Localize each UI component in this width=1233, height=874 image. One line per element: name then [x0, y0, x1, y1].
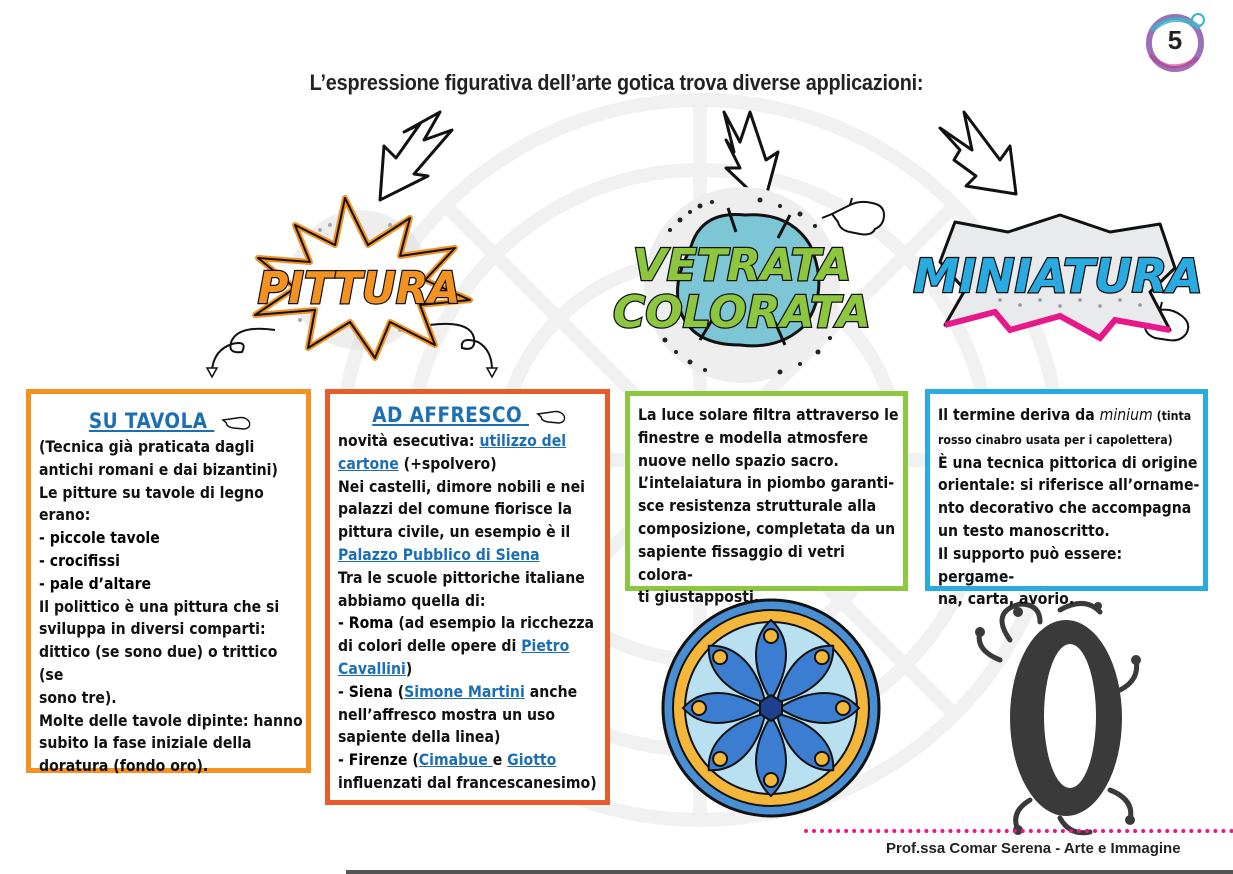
su-tavola-box: [26, 389, 311, 776]
siena-item: - Siena (Simone Martini anche nell’affresco mostra un uso sapiente della linea): [338, 681, 578, 747]
bottom-divider: [346, 870, 1233, 874]
firenze-item: - Firenze (Cimabue e Giotto influenzati dal francescanesimo): [338, 750, 597, 792]
ad-affresco-title: AD AFFRESCO: [338, 402, 602, 428]
pointing-hand-icon: [221, 412, 253, 432]
curly-arrow-right-icon: [430, 324, 492, 370]
footer-dotted-line: [804, 829, 1233, 833]
pointing-hand-icon: [536, 406, 568, 426]
cimabue-link[interactable]: Cimabue: [418, 750, 493, 770]
page-number: 5: [1167, 25, 1183, 55]
arrowhead-left-icon: [207, 368, 217, 377]
novita-paragraph: novità esecutiva: utilizzo del cartone (+spolvero): [338, 431, 567, 473]
giotto-link[interactable]: Giotto: [507, 750, 557, 770]
scuole-paragraph: Tra le scuole pittoriche italiane abbiamo quella di:: [338, 567, 585, 610]
simone-martini-link[interactable]: Simone Martini: [404, 681, 525, 701]
su-tavola-polittico: Il polittico è una pittura che si sviluppa in diversi comparti: dittico (se sono due) o trittico (se sono tre).: [39, 596, 280, 707]
arrowhead-right-icon: [487, 368, 497, 377]
miniatura-box: [925, 389, 1208, 609]
su-tavola-intro: (Tecnica già praticata dagli antichi romani e dai bizantini) Le pitture su tavole di legno erano:: [39, 437, 278, 525]
palazzo-pubblico-link[interactable]: Palazzo Pubblico di Siena: [338, 544, 540, 564]
su-tavola-item: - piccole tavole: [39, 528, 160, 548]
castelli-paragraph: Nei castelli, dimore nobili e nei palazzi del comune fiorisce la pittura civile, un esempio è il: [338, 476, 585, 542]
cartone-link[interactable]: utilizzo del cartone: [338, 431, 567, 473]
pointing-hand-icon: [822, 198, 884, 234]
pietro-cavallini-link[interactable]: Pietro Cavallini: [338, 636, 570, 678]
miniatura-word: MINIATURA: [913, 249, 1203, 303]
illuminated-letter-o-image: [975, 602, 1141, 835]
su-tavola-title: SU TAVOLA: [39, 408, 303, 434]
pittura-word: PITTURA: [257, 263, 461, 315]
stained-glass-rose-image: [663, 600, 879, 816]
vetrata-box: [625, 391, 908, 607]
arrow-down-right-icon: [940, 112, 1016, 194]
su-tavola-item: - crocifissi: [39, 550, 120, 570]
curly-arrow-left-icon: [212, 329, 275, 370]
ad-affresco-box: [325, 389, 610, 805]
vetrata-word: VETRATA: [632, 240, 852, 291]
page-heading: L’espressione figurativa dell’arte gotica trova diverse applicazioni:: [309, 70, 924, 95]
vetrata-text: La luce solare filtra attraverso le finestre e modella atmosfere nuove nello spazio sacro. L’intelaiatura in piombo garanti- sce resistenza strutturale alla composizione, completata da un sapiente fissaggio di vetri colora- ti giustapposti.: [638, 405, 899, 607]
miniatura-intro: Il termine deriva da minium (tinta rosso cinabro usata per i capolettera): [938, 405, 1192, 447]
su-tavola-doratura: Molte delle tavole dipinte: hanno subito la fase iniziale della doratura (fondo oro).: [39, 710, 303, 776]
su-tavola-item: - pale d’altare: [39, 573, 152, 593]
miniatura-text: È una tecnica pittorica di origine orientale: si riferisce all’orname- nto decorativo che accompagna un testo manoscritto. Il supporto può essere: pergame- na, carta, avorio.: [938, 452, 1200, 609]
colorata-word: COLORATA: [613, 287, 871, 338]
roma-item: - Roma (ad esempio la ricchezza di colori delle opere di Pietro Cavallini): [338, 613, 595, 678]
arrow-down-left-icon: [380, 112, 452, 200]
footer-credit: Prof.ssa Comar Serena - Arte e Immagine: [886, 840, 1181, 857]
